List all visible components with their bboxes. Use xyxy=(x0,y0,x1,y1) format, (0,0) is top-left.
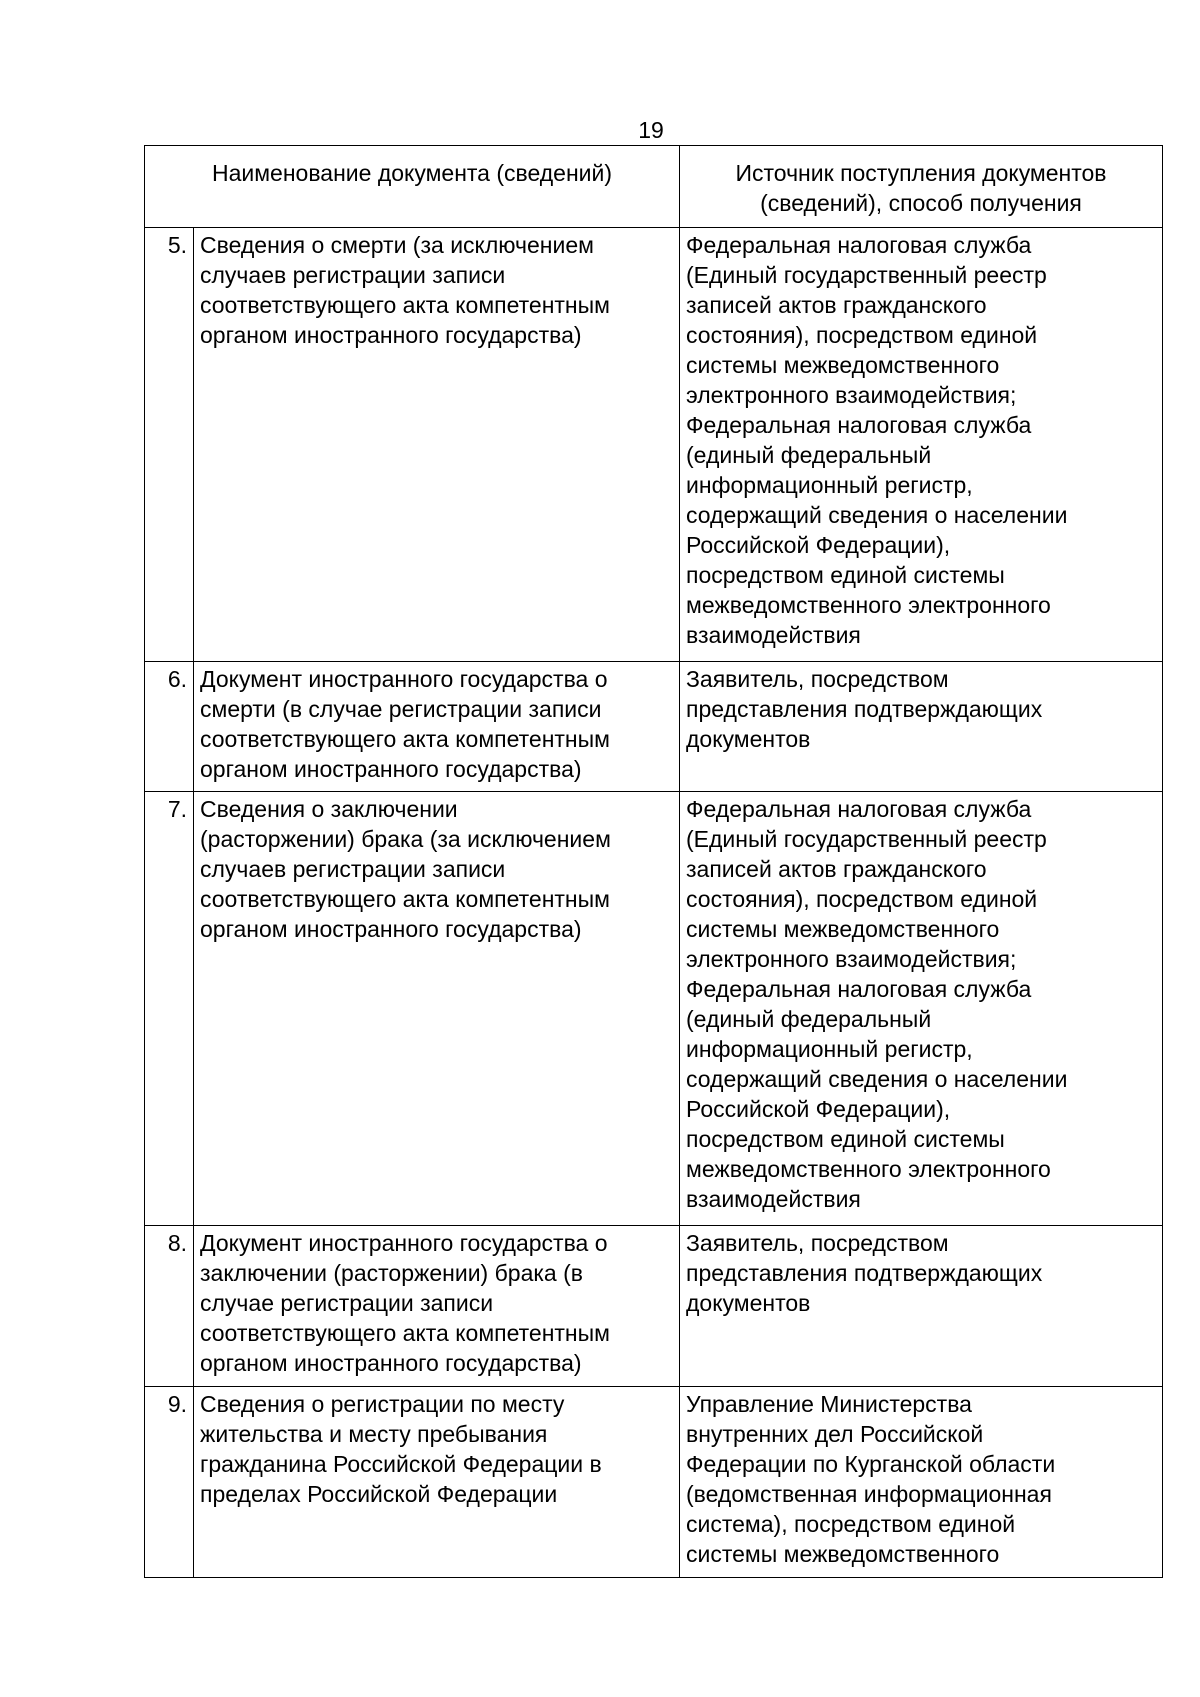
row-number: 7. xyxy=(145,792,194,1226)
row-number: 9. xyxy=(145,1387,194,1578)
document-name: Документ иностранного государства о смерти (в случае регистрации записи соответствующего акта компетентным органом иностранного государства) xyxy=(194,662,680,792)
document-source: Федеральная налоговая служба (Единый государственный реестр записей актов гражданского состояния), посредством единой системы межведомственного электронного взаимодействия; Федеральная налоговая служба (единый федеральный информационный регистр, содержащий сведения о населении Российской Федерации), посредством единой системы межведомственного электронного взаимодействия xyxy=(680,228,1163,662)
table-row xyxy=(145,1226,1163,1387)
document-name: Сведения о регистрации по месту жительства и месту пребывания гражданина Российской Федерации в пределах Российской Федерации xyxy=(194,1387,680,1578)
document-name: Сведения о смерти (за исключением случаев регистрации записи соответствующего акта компетентным органом иностранного государства) xyxy=(194,228,680,662)
document-name: Сведения о заключении (расторжении) брака (за исключением случаев регистрации записи соответствующего акта компетентным органом иностранного государства) xyxy=(194,792,680,1226)
documents-table xyxy=(144,145,1163,1578)
document-source: Заявитель, посредством представления подтверждающих документов xyxy=(680,662,1163,792)
document-source: Управление Министерства внутренних дел Российской Федерации по Курганской области (ведомственная информационная система), посредством единой системы межведомственного xyxy=(680,1387,1163,1578)
table-row xyxy=(145,792,1163,1226)
header-document-name: Наименование документа (сведений) xyxy=(145,146,680,228)
row-number: 6. xyxy=(145,662,194,792)
row-number: 5. xyxy=(145,228,194,662)
page-number: 19 xyxy=(638,117,664,143)
header-source: Источник поступления документов (сведений), способ получения xyxy=(680,146,1163,228)
table-row xyxy=(145,662,1163,792)
document-source: Федеральная налоговая служба (Единый государственный реестр записей актов гражданского состояния), посредством единой системы межведомственного электронного взаимодействия; Федеральная налоговая служба (единый федеральный информационный регистр, содержащий сведения о населении Российской Федерации), посредством единой системы межведомственного электронного взаимодействия xyxy=(680,792,1163,1226)
table-row xyxy=(145,228,1163,662)
row-number: 8. xyxy=(145,1226,194,1387)
document-name: Документ иностранного государства о заключении (расторжении) брака (в случае регистрации записи соответствующего акта компетентным органом иностранного государства) xyxy=(194,1226,680,1387)
document-source: Заявитель, посредством представления подтверждающих документов xyxy=(680,1226,1163,1387)
table-row xyxy=(145,1387,1163,1578)
table-header-row xyxy=(145,146,1163,228)
